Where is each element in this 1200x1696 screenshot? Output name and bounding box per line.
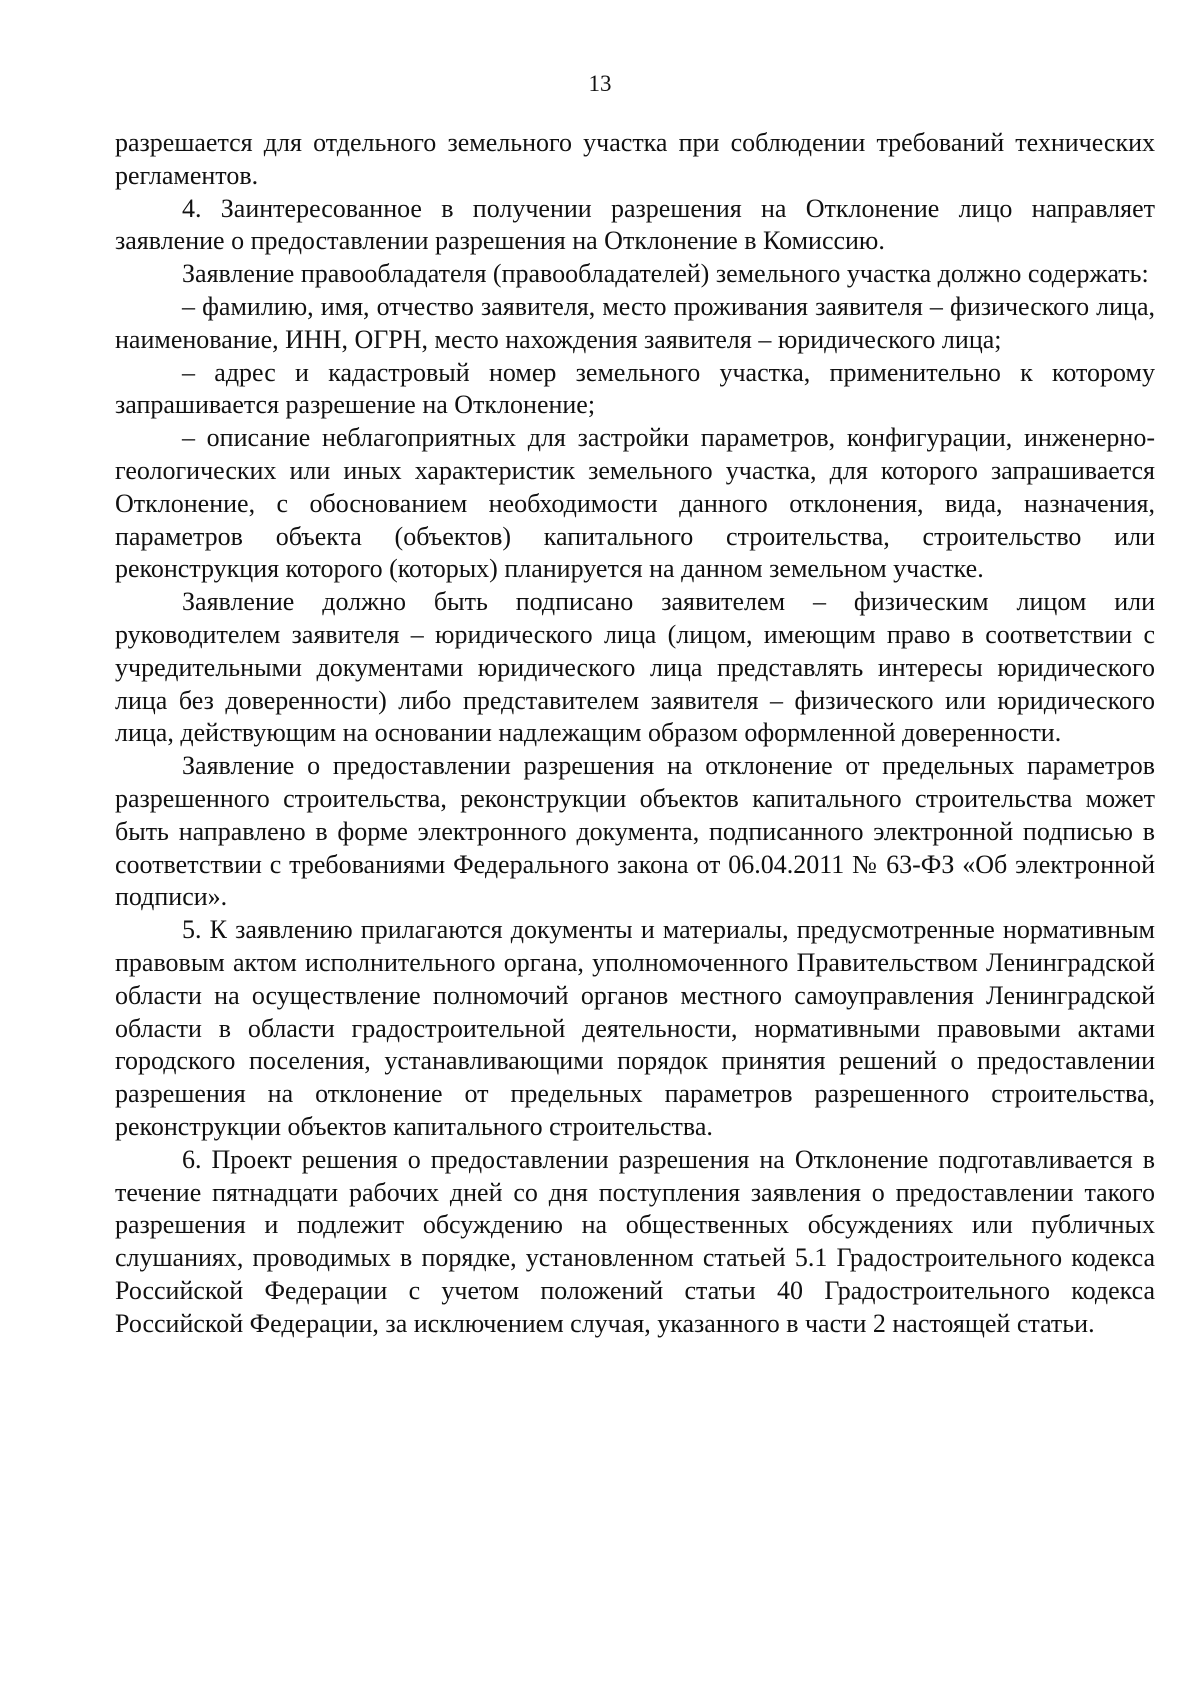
paragraph-item-4: 4. Заинтересованное в получении разрешения на Отклонение лицо направляет заявление о предоставлении разрешения на Отклонение в Комиссию. (115, 193, 1155, 256)
paragraph-item-5: 5. К заявлению прилагаются документы и материалы, предусмотренные нормативным правовым актом исполнительного органа, уполномоченного Правительством Ленинградской области на осуществление полномочий органов местного самоуправления Ленинградской области в области градостроительной деятельности, нормативными правовыми актами городского поселения, устанавливающими порядок принятия решений о предоставлении разрешения на отклонение от предельных параметров разрешенного строительства, реконструкции объектов капитального строительства. (115, 915, 1155, 1141)
paragraph-item-6: 6. Проект решения о предоставлении разрешения на Отклонение подготавливается в течение пятнадцати рабочих дней со дня поступления заявления о предоставлении такого разрешения и подлежит обсуждению на общественных обсуждениях или публичных слушаниях, проводимых в порядке, установленном статьей 5.1 Градостроительного кодекса Российской Федерации с учетом положений статьи 40 Градостроительного кодекса Российской Федерации, за исключением случая, указанного в части 2 настоящей статьи. (115, 1144, 1155, 1338)
page-number: 13 (588, 71, 612, 96)
paragraph-application-contents: Заявление правообладателя (правообладателей) земельного участка должно содержать: (182, 259, 1149, 289)
paragraph-continuation: разрешается для отдельного земельного участка при соблюдении требований технических регламентов. (115, 128, 1155, 190)
list-item-applicant-details: – фамилию, имя, отчество заявителя, место проживания заявителя – физического лица, наименование, ИНН, ОГРН, место нахождения заявителя – юридического лица; (115, 291, 1155, 354)
document-body (115, 127, 1155, 1340)
paragraph-electronic-submission: Заявление о предоставлении разрешения на отклонение от предельных параметров разрешенного строительства, реконструкции объектов капитального строительства может быть направлено в форме электронного документа, подписанного электронной подписью в соответствии с требованиями Федерального закона от 06.04.2011 № 63-ФЗ «Об электронной подписи». (115, 751, 1155, 912)
list-item-plot-description: – описание неблагоприятных для застройки параметров, конфигурации, инженерно-геологических или иных характеристик земельного участка, для которого запрашивается Отклонение, с обоснованием необходимости данного отклонения, вида, назначения, параметров объекта (объектов) капитального строительства, строительство или реконструкция которого (которых) планируется на данном земельном участке. (115, 423, 1155, 584)
paragraph-signature-requirements: Заявление должно быть подписано заявителем – физическим лицом или руководителем заявителя – юридического лица (лицом, имеющим право в соответствии с учредительными документами юридического лица представлять интересы юридического лица без доверенности) либо представителем заявителя – физического или юридического лица, действующим на основании надлежащим образом оформленной доверенности. (115, 587, 1155, 748)
list-item-plot-address: – адрес и кадастровый номер земельного участка, применительно к которому запрашивается разрешение на Отклонение; (115, 357, 1155, 420)
